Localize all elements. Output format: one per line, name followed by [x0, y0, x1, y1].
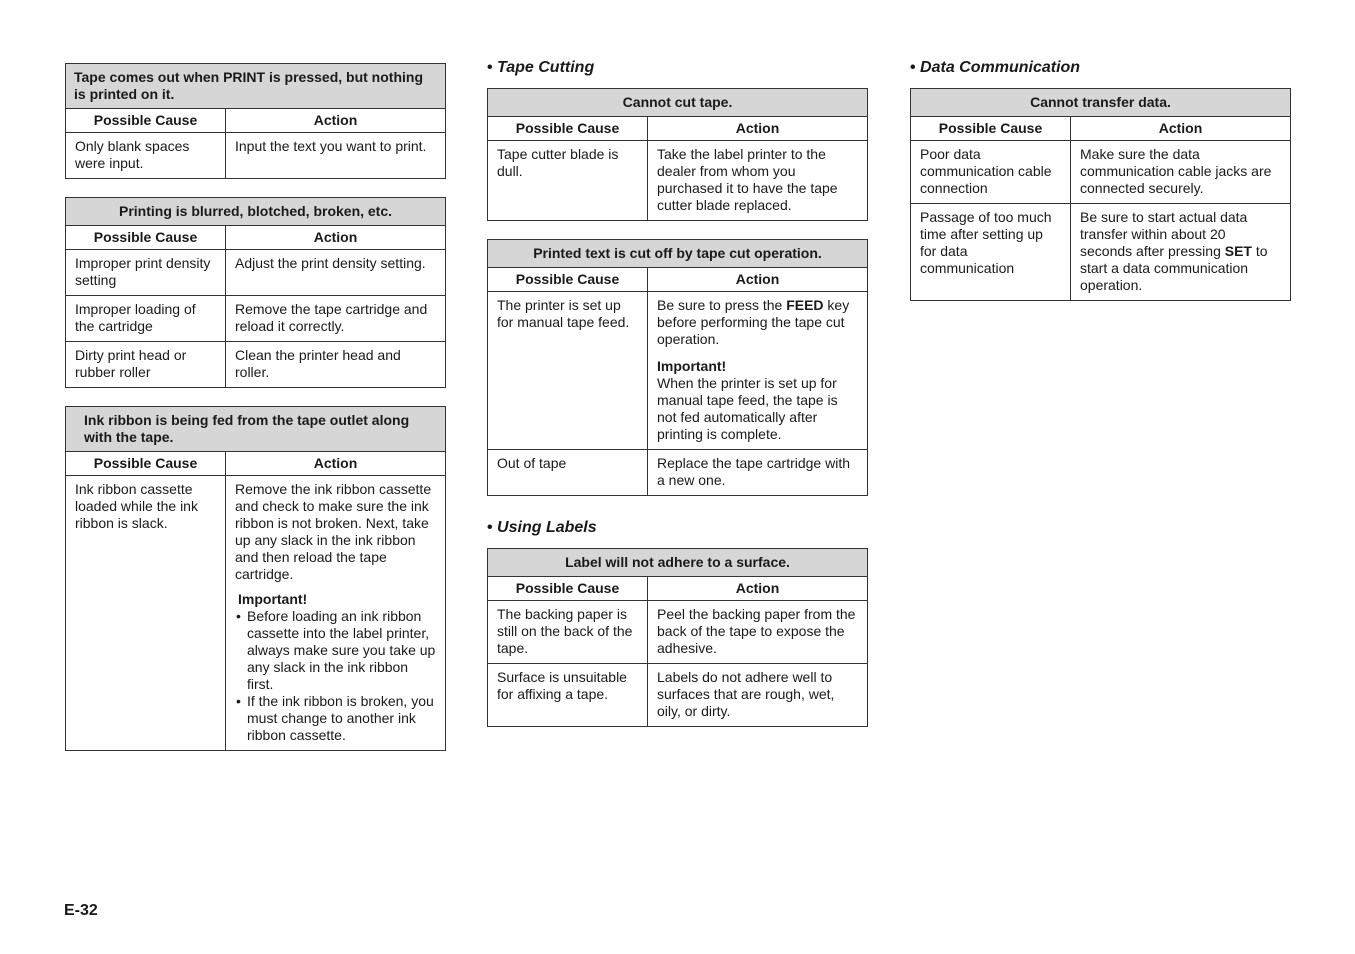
key-name: FEED	[786, 297, 824, 313]
column-header-action: Action	[226, 109, 446, 133]
table-row	[488, 141, 868, 221]
important-label: Important!	[657, 358, 727, 374]
action-cell: Peel the backing paper from the back of the tape to expose the adhesive.	[648, 601, 868, 664]
table-header: Printing is blurred, blotched, broken, etc.	[66, 198, 446, 226]
important-label: Important!	[238, 591, 308, 607]
action-cell: Remove the tape cartridge and reload it correctly.	[226, 296, 446, 342]
section-title-data-communication: • Data Communication	[910, 59, 1081, 76]
action-cell: Input the text you want to print.	[226, 133, 446, 179]
troubleshoot-table-transfer	[910, 88, 1291, 301]
table-row	[488, 450, 868, 496]
table-header: Cannot transfer data.	[911, 89, 1291, 117]
column-header-cause: Possible Cause	[66, 109, 226, 133]
action-cell: Adjust the print density setting.	[226, 250, 446, 296]
action-text: Remove the ink ribbon cassette and check to make sure the ink ribbon is not broken. Next, take up any slack in the ink ribbon and then reload the tape cartridge.	[235, 481, 432, 582]
column-header-action: Action	[648, 577, 868, 601]
action-cell: Be sure to start actual data transfer within about 20 seconds after pressing SET to start a data communication operation.	[1071, 204, 1291, 301]
bullet-icon: •	[487, 519, 498, 536]
cause-cell: Tape cutter blade is dull.	[488, 141, 648, 221]
column-header-action: Action	[1071, 117, 1291, 141]
troubleshoot-table-cannot-cut	[487, 88, 868, 221]
table-row	[66, 296, 446, 342]
table-row	[488, 601, 868, 664]
action-cell	[226, 476, 446, 751]
table-row	[66, 342, 446, 388]
table-row	[488, 292, 868, 450]
cause-cell: Improper loading of the cartridge	[66, 296, 226, 342]
list-item: • Before loading an ink ribbon cassette into the label printer, always make sure you take up any slack in the ink ribbon first.	[247, 608, 436, 693]
column-middle	[487, 58, 867, 745]
column-header-action: Action	[648, 268, 868, 292]
column-left	[65, 63, 445, 769]
column-header-cause: Possible Cause	[66, 452, 226, 476]
action-cell	[648, 292, 868, 450]
bullet-icon: •	[910, 59, 921, 76]
cause-cell: Poor data communication cable connection	[911, 141, 1071, 204]
list-item: • If the ink ribbon is broken, you must change to another ink ribbon cassette.	[247, 693, 436, 744]
section-title-tape-cutting: • Tape Cutting	[487, 59, 595, 76]
cause-cell: Improper print density setting	[66, 250, 226, 296]
column-header-action: Action	[226, 452, 446, 476]
action-cell: Replace the tape cartridge with a new one.	[648, 450, 868, 496]
section-title-using-labels: • Using Labels	[487, 519, 597, 536]
column-header-cause: Possible Cause	[488, 268, 648, 292]
cause-cell: Surface is unsuitable for affixing a tape.	[488, 664, 648, 727]
column-right	[910, 58, 1290, 319]
important-text: When the printer is set up for manual tape feed, the tape is not fed automatically after printing is complete.	[657, 375, 838, 442]
table-header: Tape comes out when PRINT is pressed, but nothing is printed on it.	[66, 64, 446, 109]
page-number: E-32	[64, 902, 98, 919]
cause-cell: Dirty print head or rubber roller	[66, 342, 226, 388]
action-text: Be sure to press the FEED key before performing the tape cut operation.	[657, 297, 850, 347]
table-row	[911, 204, 1291, 301]
column-header-cause: Possible Cause	[488, 577, 648, 601]
cause-cell: Only blank spaces were input.	[66, 133, 226, 179]
column-header-action: Action	[226, 226, 446, 250]
cause-cell: The printer is set up for manual tape feed.	[488, 292, 648, 450]
cause-cell: Passage of too much time after setting up for data communication	[911, 204, 1071, 301]
table-header: Cannot cut tape.	[488, 89, 868, 117]
table-row	[66, 476, 446, 751]
troubleshoot-table-ink-ribbon	[65, 406, 446, 751]
troubleshoot-table-label-adhere	[487, 548, 868, 727]
action-cell: Clean the printer head and roller.	[226, 342, 446, 388]
column-header-cause: Possible Cause	[911, 117, 1071, 141]
column-header-cause: Possible Cause	[488, 117, 648, 141]
key-name: SET	[1224, 243, 1252, 259]
action-cell: Make sure the data communication cable jacks are connected securely.	[1071, 141, 1291, 204]
table-row	[488, 664, 868, 727]
column-header-action: Action	[648, 117, 868, 141]
action-cell: Take the label printer to the dealer from whom you purchased it to have the tape cutter blade replaced.	[648, 141, 868, 221]
troubleshoot-table-blank-print	[65, 63, 446, 179]
table-row	[66, 250, 446, 296]
bullet-icon: •	[487, 59, 498, 76]
table-header: Printed text is cut off by tape cut operation.	[488, 240, 868, 268]
table-header: Label will not adhere to a surface.	[488, 549, 868, 577]
cause-cell: Ink ribbon cassette loaded while the ink ribbon is slack.	[66, 476, 226, 751]
troubleshoot-table-blurred-print	[65, 197, 446, 388]
column-header-cause: Possible Cause	[66, 226, 226, 250]
cause-cell: Out of tape	[488, 450, 648, 496]
table-header: Ink ribbon is being fed from the tape outlet along with the tape.	[66, 407, 446, 452]
troubleshoot-table-text-cut-off	[487, 239, 868, 496]
cause-cell: The backing paper is still on the back of the tape.	[488, 601, 648, 664]
table-row	[66, 133, 446, 179]
important-list	[235, 608, 436, 744]
action-cell: Labels do not adhere well to surfaces that are rough, wet, oily, or dirty.	[648, 664, 868, 727]
table-row	[911, 141, 1291, 204]
